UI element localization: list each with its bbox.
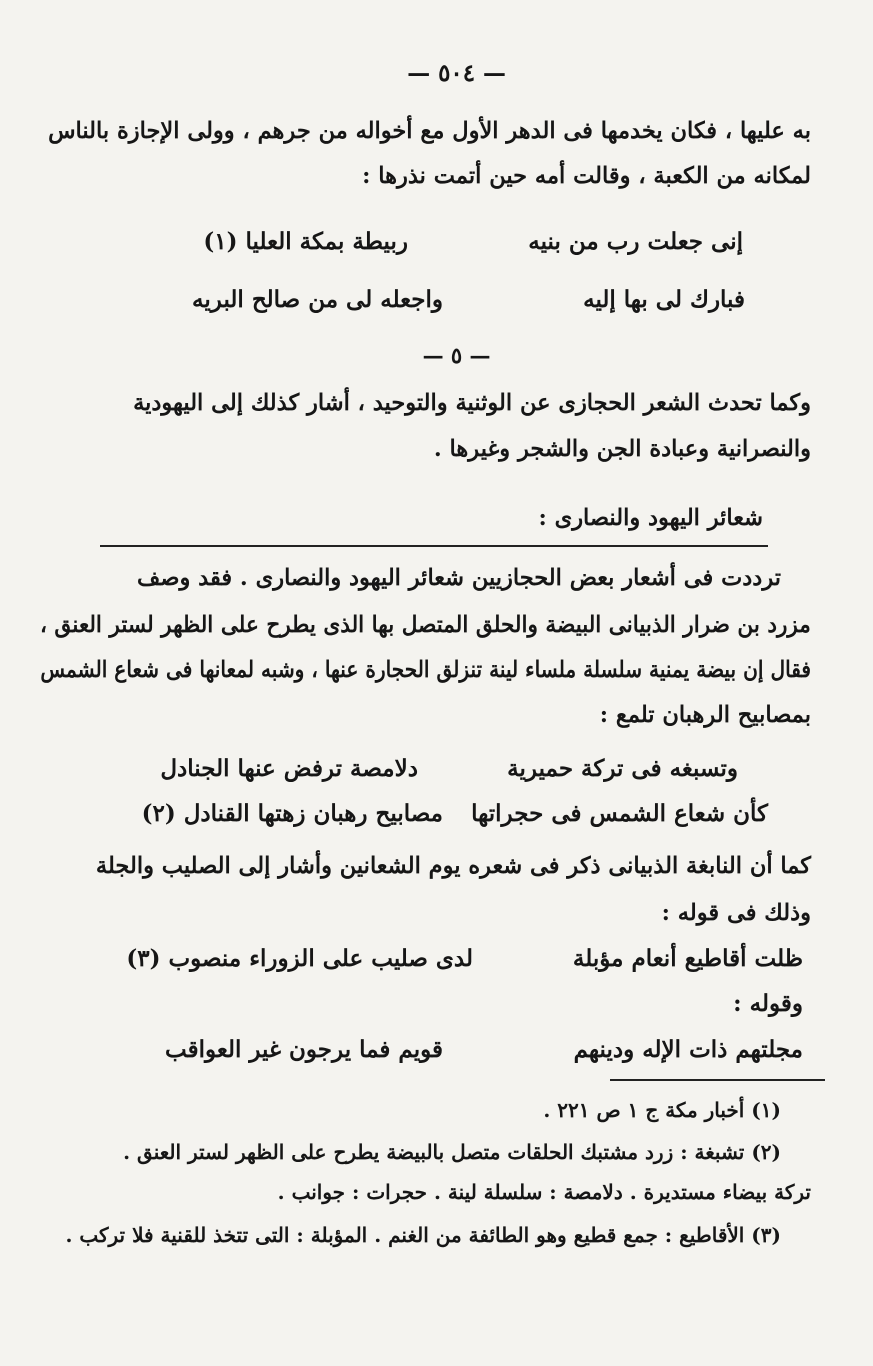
heading-underline — [100, 545, 768, 547]
footnote-separator — [610, 1079, 825, 1081]
verse-hemistich-left: واجعله لى من صالح البريه — [192, 286, 443, 313]
paragraph-line: وذلك فى قوله : — [661, 900, 811, 926]
verse-hemistich-left: ربيطة بمكة العليا (١) — [203, 228, 408, 255]
paragraph-line: والنصرانية وعبادة الجن والشجر وغيرها . — [433, 436, 811, 462]
paragraph-line: مزرد بن ضرار الذبيانى البيضة والحلق المتصل بها الذى يطرح على الظهر لستر العنق ، — [40, 612, 811, 638]
section-number: — ٥ — — [422, 343, 491, 369]
paragraph-line: فقال إن بيضة يمنية سلسلة ملساء لينة تنزلق الحجارة عنها ، وشبه لمعانها فى شعاع الشمس — [40, 657, 811, 683]
verse-hemistich-right: كأن شعاع الشمس فى حجراتها — [471, 800, 768, 827]
verse-hemistich-right: إنى جعلت رب من بنيه — [528, 228, 743, 255]
paragraph-line: كما أن النابغة الذبيانى ذكر فى شعره يوم الشعانين وأشار إلى الصليب والجلة — [95, 853, 811, 879]
verse-hemistich-left: دلامصة ترفض عنها الجنادل — [160, 755, 418, 782]
page-number: — ٥٠٤ — — [407, 58, 506, 87]
verse-hemistich-right: مجلتهم ذات الإله ودينهم — [573, 1036, 803, 1063]
footnote: تركة بيضاء مستديرة . دلامصة : سلسلة لينة . حجرات : جوانب . — [277, 1180, 811, 1204]
paragraph-line: لمكانه من الكعبة ، وقالت أمه حين أتمت نذرها : — [362, 163, 811, 189]
paragraph-line: وكما تحدث الشعر الحجازى عن الوثنية والتوحيد ، أشار كذلك إلى اليهودية — [133, 390, 811, 416]
verse-intro: وقوله : — [733, 990, 803, 1017]
paragraph-line: به عليها ، فكان يخدمها فى الدهر الأول مع أخواله من جرهم ، وولى الإجازة بالناس — [48, 118, 811, 144]
section-heading: شعائر اليهود والنصارى : — [538, 505, 763, 531]
verse-hemistich-right: وتسبغه فى تركة حميرية — [507, 755, 738, 782]
footnote: (٢) تشبغة : زرد مشتبك الحلقات متصل بالبيضة يطرح على الظهر لستر العنق . — [123, 1140, 781, 1164]
verse-hemistich-right: ظلت أقاطيع أنعام مؤبلة — [572, 945, 803, 972]
paragraph-line: بمصابيح الرهبان تلمع : — [599, 702, 811, 728]
verse-hemistich-left: لدى صليب على الزوراء منصوب (٣) — [126, 945, 473, 972]
verse-hemistich-right: فبارك لى بها إليه — [583, 286, 745, 313]
footnote: (٣) الأقاطيع : جمع قطيع وهو الطائفة من الغنم . المؤبلة : التى تتخذ للقنية فلا تركب . — [65, 1223, 781, 1247]
paragraph-line: ترددت فى أشعار بعض الحجازيين شعائر اليهود والنصارى . فقد وصف — [137, 565, 781, 591]
verse-hemistich-left: مصابيح رهبان زهتها القنادل (٢) — [141, 800, 443, 827]
verse-hemistich-left: قويم فما يرجون غير العواقب — [165, 1036, 443, 1063]
footnote: (١) أخبار مكة ج ١ ص ٢٢١ . — [543, 1098, 781, 1122]
